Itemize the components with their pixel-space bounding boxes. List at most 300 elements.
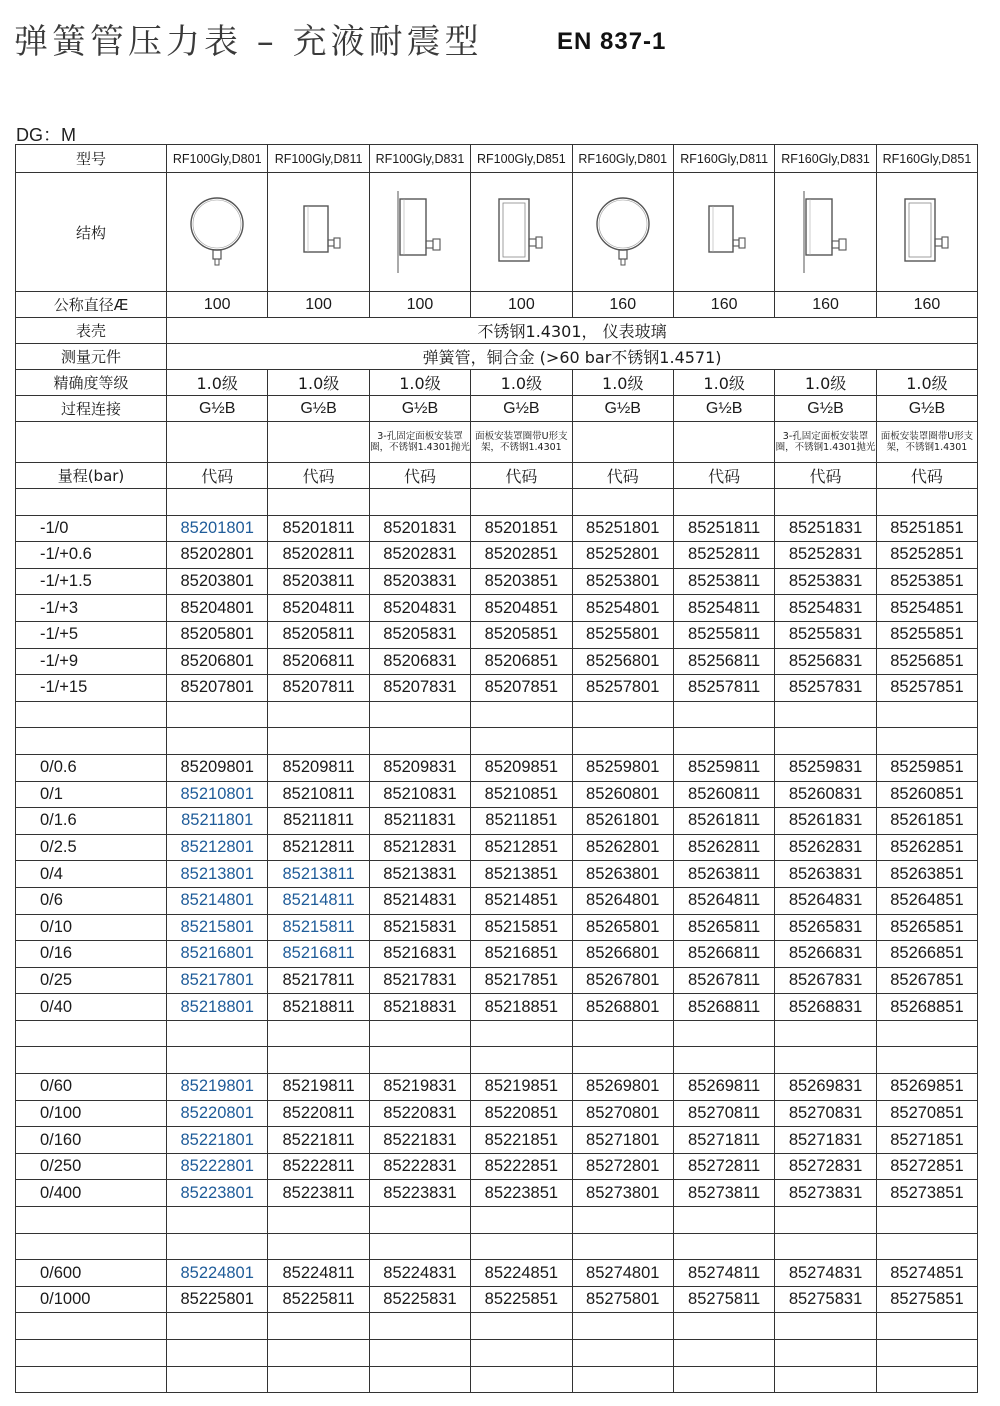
- bottom-mount-gauge-icon: [588, 192, 658, 272]
- table-row: [16, 648, 978, 675]
- diameter-cell: 160: [775, 292, 876, 318]
- empty-cell: [471, 489, 572, 516]
- empty-cell: [16, 1340, 167, 1367]
- empty-cell: [167, 1233, 268, 1260]
- code-link[interactable]: 85213811: [268, 861, 369, 888]
- code-cell: 85251831: [775, 515, 876, 542]
- empty-cell: [775, 1047, 876, 1074]
- table-row: [16, 808, 978, 835]
- code-cell: 85267801: [572, 967, 673, 994]
- code-header: 代码: [471, 463, 572, 489]
- code-cell: 85201851: [471, 515, 572, 542]
- code-link[interactable]: 85222801: [167, 1153, 268, 1180]
- code-cell: 85268851: [876, 994, 977, 1021]
- table-row: [16, 1074, 978, 1101]
- empty-cell: [876, 1313, 977, 1340]
- element-row: [16, 344, 978, 370]
- empty-cell: [876, 701, 977, 728]
- code-cell: 85203811: [268, 568, 369, 595]
- code-cell: 85216831: [369, 941, 470, 968]
- empty-cell: [471, 1366, 572, 1393]
- model-cell: RF160Gly,D801: [572, 145, 673, 173]
- code-cell: 85221851: [471, 1127, 572, 1154]
- empty-cell: [167, 1207, 268, 1234]
- empty-cell: [775, 728, 876, 755]
- code-link[interactable]: 85218801: [167, 994, 268, 1021]
- diameter-cell: 160: [673, 292, 774, 318]
- empty-cell: [167, 1340, 268, 1367]
- connection-cell: G½B: [471, 396, 572, 422]
- range-cell: 0/160: [16, 1127, 167, 1154]
- table-row: [16, 1286, 978, 1313]
- code-cell: 85207851: [471, 675, 572, 702]
- element-value: 弹簧管，铜合金 (>60 bar不锈钢1.4571): [167, 344, 978, 370]
- code-cell: 85215831: [369, 914, 470, 941]
- table-row: [16, 967, 978, 994]
- empty-cell: [369, 1340, 470, 1367]
- code-cell: 85220851: [471, 1100, 572, 1127]
- code-cell: 85266831: [775, 941, 876, 968]
- code-cell: 85203801: [167, 568, 268, 595]
- range-cell: 0/2.5: [16, 834, 167, 861]
- empty-cell: [673, 1233, 774, 1260]
- range-cell: 0/400: [16, 1180, 167, 1207]
- model-label: 型号: [16, 145, 167, 173]
- page-title: 弹簧管压力表 – 充液耐震型: [14, 22, 483, 62]
- code-header: 代码: [775, 463, 876, 489]
- empty-cell: [268, 1047, 369, 1074]
- empty-cell: [167, 1313, 268, 1340]
- code-cell: 85273831: [775, 1180, 876, 1207]
- code-cell: 85254831: [775, 595, 876, 622]
- structure-cell: [471, 173, 572, 292]
- table-row: [16, 515, 978, 542]
- code-cell: 85257801: [572, 675, 673, 702]
- range-cell: 0/25: [16, 967, 167, 994]
- code-cell: 85222851: [471, 1153, 572, 1180]
- code-link[interactable]: 85220801: [167, 1100, 268, 1127]
- code-cell: 85269811: [673, 1074, 774, 1101]
- code-cell: 85210831: [369, 781, 470, 808]
- empty-cell: [369, 728, 470, 755]
- empty-cell: [268, 1233, 369, 1260]
- model-cell: RF160Gly,D851: [876, 145, 977, 173]
- code-cell: 85203851: [471, 568, 572, 595]
- code-cell: 85211851: [471, 808, 572, 835]
- empty-cell: [775, 489, 876, 516]
- table-row: [16, 834, 978, 861]
- code-cell: 85223811: [268, 1180, 369, 1207]
- code-cell: 85260851: [876, 781, 977, 808]
- code-cell: 85218811: [268, 994, 369, 1021]
- empty-cell: [572, 701, 673, 728]
- code-cell: 85257811: [673, 675, 774, 702]
- code-cell: 85271801: [572, 1127, 673, 1154]
- code-cell: 85202811: [268, 542, 369, 569]
- code-link[interactable]: 85216801: [167, 941, 268, 968]
- code-link[interactable]: 85214801: [167, 887, 268, 914]
- diameter-cell: 160: [876, 292, 977, 318]
- code-cell: 85215851: [471, 914, 572, 941]
- table-row: [16, 887, 978, 914]
- empty-cell: [16, 1207, 167, 1234]
- code-cell: 85257851: [876, 675, 977, 702]
- code-cell: 85255831: [775, 621, 876, 648]
- code-link[interactable]: 85211801: [167, 808, 268, 835]
- code-cell: 85209811: [268, 754, 369, 781]
- connection-row: [16, 396, 978, 422]
- code-cell: 85253811: [673, 568, 774, 595]
- code-cell: 85269851: [876, 1074, 977, 1101]
- code-cell: 85261801: [572, 808, 673, 835]
- empty-cell: [268, 1020, 369, 1047]
- panel-flange-gauge-icon: [380, 187, 460, 277]
- spacer-row: [16, 1340, 978, 1367]
- code-cell: 85212831: [369, 834, 470, 861]
- accuracy-label: 精确度等级: [16, 370, 167, 396]
- empty-cell: [268, 489, 369, 516]
- code-cell: 85263801: [572, 861, 673, 888]
- accuracy-cell: 1.0级: [572, 370, 673, 396]
- empty-cell: [572, 1340, 673, 1367]
- code-cell: 85273811: [673, 1180, 774, 1207]
- code-cell: 85205811: [268, 621, 369, 648]
- table-row: [16, 675, 978, 702]
- range-cell: 0/1: [16, 781, 167, 808]
- product-code-table: [15, 144, 978, 1393]
- diameter-cell: 160: [572, 292, 673, 318]
- empty-cell: [16, 1313, 167, 1340]
- code-cell: 85255801: [572, 621, 673, 648]
- code-cell: 85254801: [572, 595, 673, 622]
- code-cell: 85225801: [167, 1286, 268, 1313]
- code-header: 代码: [572, 463, 673, 489]
- code-cell: 85222831: [369, 1153, 470, 1180]
- empty-cell: [876, 1207, 977, 1234]
- code-cell: 85275851: [876, 1286, 977, 1313]
- note-cell: [572, 422, 673, 463]
- spacer-row: [16, 1047, 978, 1074]
- code-link[interactable]: 85213801: [167, 861, 268, 888]
- code-cell: 85264801: [572, 887, 673, 914]
- range-cell: 0/40: [16, 994, 167, 1021]
- range-label: 量程(bar): [16, 463, 167, 489]
- empty-cell: [16, 1047, 167, 1074]
- dg-label: DG：M: [16, 125, 76, 145]
- code-cell: 85269831: [775, 1074, 876, 1101]
- case-label: 表壳: [16, 318, 167, 344]
- code-cell: 85206801: [167, 648, 268, 675]
- model-cell: RF160Gly,D811: [673, 145, 774, 173]
- range-cell: 0/600: [16, 1260, 167, 1287]
- code-cell: 85211811: [268, 808, 369, 835]
- empty-cell: [673, 1207, 774, 1234]
- note-cell: 面板安装罩圈带U形支架，不锈钢1.4301: [471, 422, 572, 463]
- code-cell: 85207801: [167, 675, 268, 702]
- empty-cell: [471, 1047, 572, 1074]
- code-cell: 85209831: [369, 754, 470, 781]
- accuracy-cell: 1.0级: [268, 370, 369, 396]
- code-cell: 85259801: [572, 754, 673, 781]
- empty-cell: [167, 1020, 268, 1047]
- empty-cell: [775, 701, 876, 728]
- empty-cell: [167, 1366, 268, 1393]
- spacer-row: [16, 1366, 978, 1393]
- code-cell: 85210851: [471, 781, 572, 808]
- empty-cell: [572, 1047, 673, 1074]
- range-cell: -1/+5: [16, 621, 167, 648]
- code-cell: 85271851: [876, 1127, 977, 1154]
- empty-cell: [167, 701, 268, 728]
- empty-cell: [673, 728, 774, 755]
- notes-label: [16, 422, 167, 463]
- diameter-cell: 100: [369, 292, 470, 318]
- accuracy-cell: 1.0级: [471, 370, 572, 396]
- code-cell: 85260811: [673, 781, 774, 808]
- code-cell: 85209801: [167, 754, 268, 781]
- code-link[interactable]: 85217801: [167, 967, 268, 994]
- code-cell: 85266801: [572, 941, 673, 968]
- code-cell: 85272851: [876, 1153, 977, 1180]
- connection-cell: G½B: [369, 396, 470, 422]
- model-cell: RF100Gly,D801: [167, 145, 268, 173]
- model-cell: RF100Gly,D811: [268, 145, 369, 173]
- empty-cell: [369, 1207, 470, 1234]
- code-cell: 85224851: [471, 1260, 572, 1287]
- empty-cell: [16, 1366, 167, 1393]
- code-cell: 85219851: [471, 1074, 572, 1101]
- code-cell: 85253801: [572, 568, 673, 595]
- code-link[interactable]: 85215811: [268, 914, 369, 941]
- diameter-cell: 100: [167, 292, 268, 318]
- empty-cell: [369, 1047, 470, 1074]
- bottom-mount-gauge-icon: [182, 192, 252, 272]
- structure-label: 结构: [16, 173, 167, 292]
- code-cell: 85203831: [369, 568, 470, 595]
- empty-cell: [673, 1340, 774, 1367]
- code-cell: 85209851: [471, 754, 572, 781]
- code-cell: 85202801: [167, 542, 268, 569]
- code-cell: 85202851: [471, 542, 572, 569]
- empty-cell: [167, 1047, 268, 1074]
- code-cell: 85274831: [775, 1260, 876, 1287]
- empty-cell: [572, 1313, 673, 1340]
- table-row: [16, 941, 978, 968]
- code-cell: 85265831: [775, 914, 876, 941]
- spacer-row: [16, 1020, 978, 1047]
- empty-cell: [167, 728, 268, 755]
- code-cell: 85268831: [775, 994, 876, 1021]
- code-link[interactable]: 85210801: [167, 781, 268, 808]
- empty-cell: [16, 1233, 167, 1260]
- code-cell: 85206851: [471, 648, 572, 675]
- empty-cell: [268, 1207, 369, 1234]
- code-cell: 85262851: [876, 834, 977, 861]
- code-cell: 85256801: [572, 648, 673, 675]
- empty-cell: [876, 1340, 977, 1367]
- diameter-row: [16, 292, 978, 318]
- empty-cell: [775, 1020, 876, 1047]
- code-link[interactable]: 85223801: [167, 1180, 268, 1207]
- code-cell: 85260831: [775, 781, 876, 808]
- code-cell: 85217811: [268, 967, 369, 994]
- empty-cell: [876, 1366, 977, 1393]
- notes-row: [16, 422, 978, 463]
- empty-cell: [572, 489, 673, 516]
- empty-cell: [16, 1020, 167, 1047]
- range-cell: 0/1.6: [16, 808, 167, 835]
- range-cell: -1/+9: [16, 648, 167, 675]
- back-mount-gauge-icon: [689, 192, 759, 272]
- empty-cell: [471, 1313, 572, 1340]
- code-cell: 85218831: [369, 994, 470, 1021]
- code-cell: 85265811: [673, 914, 774, 941]
- empty-cell: [471, 1020, 572, 1047]
- table-row: [16, 861, 978, 888]
- page-header: [14, 14, 994, 74]
- range-cell: 0/0.6: [16, 754, 167, 781]
- empty-cell: [369, 1233, 470, 1260]
- code-cell: 85256831: [775, 648, 876, 675]
- empty-cell: [876, 489, 977, 516]
- code-cell: 85262831: [775, 834, 876, 861]
- code-cell: 85204801: [167, 595, 268, 622]
- diameter-cell: 100: [268, 292, 369, 318]
- code-link[interactable]: 85201801: [167, 515, 268, 542]
- code-cell: 85252811: [673, 542, 774, 569]
- structure-cell: [775, 173, 876, 292]
- diameter-label: 公称直径Æ: [16, 292, 167, 318]
- code-cell: 85206831: [369, 648, 470, 675]
- code-header: 代码: [268, 463, 369, 489]
- table-row: [16, 994, 978, 1021]
- code-cell: 85220831: [369, 1100, 470, 1127]
- empty-cell: [167, 489, 268, 516]
- code-cell: 85225851: [471, 1286, 572, 1313]
- code-cell: 85224811: [268, 1260, 369, 1287]
- accuracy-cell: 1.0级: [369, 370, 470, 396]
- empty-cell: [471, 701, 572, 728]
- code-cell: 85261811: [673, 808, 774, 835]
- note-cell: 3-孔固定面板安装罩圈，不锈钢1.4301抛光: [775, 422, 876, 463]
- code-cell: 85254811: [673, 595, 774, 622]
- empty-cell: [775, 1233, 876, 1260]
- spacer-row: [16, 1233, 978, 1260]
- code-cell: 85264851: [876, 887, 977, 914]
- code-link[interactable]: 85221801: [167, 1127, 268, 1154]
- empty-cell: [268, 1313, 369, 1340]
- range-cell: -1/+1.5: [16, 568, 167, 595]
- accuracy-row: [16, 370, 978, 396]
- code-cell: 85252831: [775, 542, 876, 569]
- table-row: [16, 568, 978, 595]
- code-cell: 85270831: [775, 1100, 876, 1127]
- empty-cell: [775, 1340, 876, 1367]
- structure-cell: [268, 173, 369, 292]
- empty-cell: [369, 1313, 470, 1340]
- table-row: [16, 781, 978, 808]
- note-cell: [268, 422, 369, 463]
- empty-cell: [268, 728, 369, 755]
- spacer-row: [16, 728, 978, 755]
- code-link[interactable]: 85212801: [167, 834, 268, 861]
- range-cell: 0/100: [16, 1100, 167, 1127]
- accuracy-cell: 1.0级: [876, 370, 977, 396]
- table-row: [16, 1100, 978, 1127]
- range-cell: 0/16: [16, 941, 167, 968]
- code-cell: 85218851: [471, 994, 572, 1021]
- code-cell: 85256811: [673, 648, 774, 675]
- accuracy-cell: 1.0级: [775, 370, 876, 396]
- element-label: 测量元件: [16, 344, 167, 370]
- code-cell: 85256851: [876, 648, 977, 675]
- table-row: [16, 1260, 978, 1287]
- code-header-row: [16, 463, 978, 489]
- code-cell: 85263831: [775, 861, 876, 888]
- code-cell: 85261851: [876, 808, 977, 835]
- case-row: [16, 318, 978, 344]
- empty-cell: [471, 1340, 572, 1367]
- code-cell: 85271811: [673, 1127, 774, 1154]
- empty-cell: [876, 728, 977, 755]
- u-bracket-gauge-icon: [887, 187, 967, 277]
- spacer-row: [16, 701, 978, 728]
- range-cell: 0/6: [16, 887, 167, 914]
- code-cell: 85214851: [471, 887, 572, 914]
- empty-cell: [471, 728, 572, 755]
- code-cell: 85270801: [572, 1100, 673, 1127]
- code-cell: 85221811: [268, 1127, 369, 1154]
- code-cell: 85268811: [673, 994, 774, 1021]
- code-cell: 85262811: [673, 834, 774, 861]
- code-cell: 85205851: [471, 621, 572, 648]
- empty-cell: [572, 1233, 673, 1260]
- table-row: [16, 1180, 978, 1207]
- code-cell: 85221831: [369, 1127, 470, 1154]
- code-cell: 85213851: [471, 861, 572, 888]
- code-cell: 85253831: [775, 568, 876, 595]
- empty-cell: [775, 1313, 876, 1340]
- code-link[interactable]: 85215801: [167, 914, 268, 941]
- range-cell: 0/60: [16, 1074, 167, 1101]
- code-cell: 85222811: [268, 1153, 369, 1180]
- code-cell: 85265801: [572, 914, 673, 941]
- code-link[interactable]: 85219801: [167, 1074, 268, 1101]
- code-cell: 85266851: [876, 941, 977, 968]
- empty-cell: [876, 1233, 977, 1260]
- spacer-row: [16, 489, 978, 516]
- model-cell: RF100Gly,D851: [471, 145, 572, 173]
- diameter-cell: 100: [471, 292, 572, 318]
- code-cell: 85272811: [673, 1153, 774, 1180]
- code-cell: 85201831: [369, 515, 470, 542]
- code-link[interactable]: 85216811: [268, 941, 369, 968]
- empty-cell: [369, 489, 470, 516]
- code-link[interactable]: 85224801: [167, 1260, 268, 1287]
- code-link[interactable]: 85214811: [268, 887, 369, 914]
- code-cell: 85274851: [876, 1260, 977, 1287]
- code-cell: 85201811: [268, 515, 369, 542]
- table-row: [16, 1153, 978, 1180]
- note-cell: 面板安装罩圈带U形支架，不锈钢1.4301: [876, 422, 977, 463]
- structure-cell: [369, 173, 470, 292]
- empty-cell: [16, 489, 167, 516]
- code-cell: 85269801: [572, 1074, 673, 1101]
- code-cell: 85204811: [268, 595, 369, 622]
- code-cell: 85270811: [673, 1100, 774, 1127]
- code-cell: 85270851: [876, 1100, 977, 1127]
- code-header: 代码: [876, 463, 977, 489]
